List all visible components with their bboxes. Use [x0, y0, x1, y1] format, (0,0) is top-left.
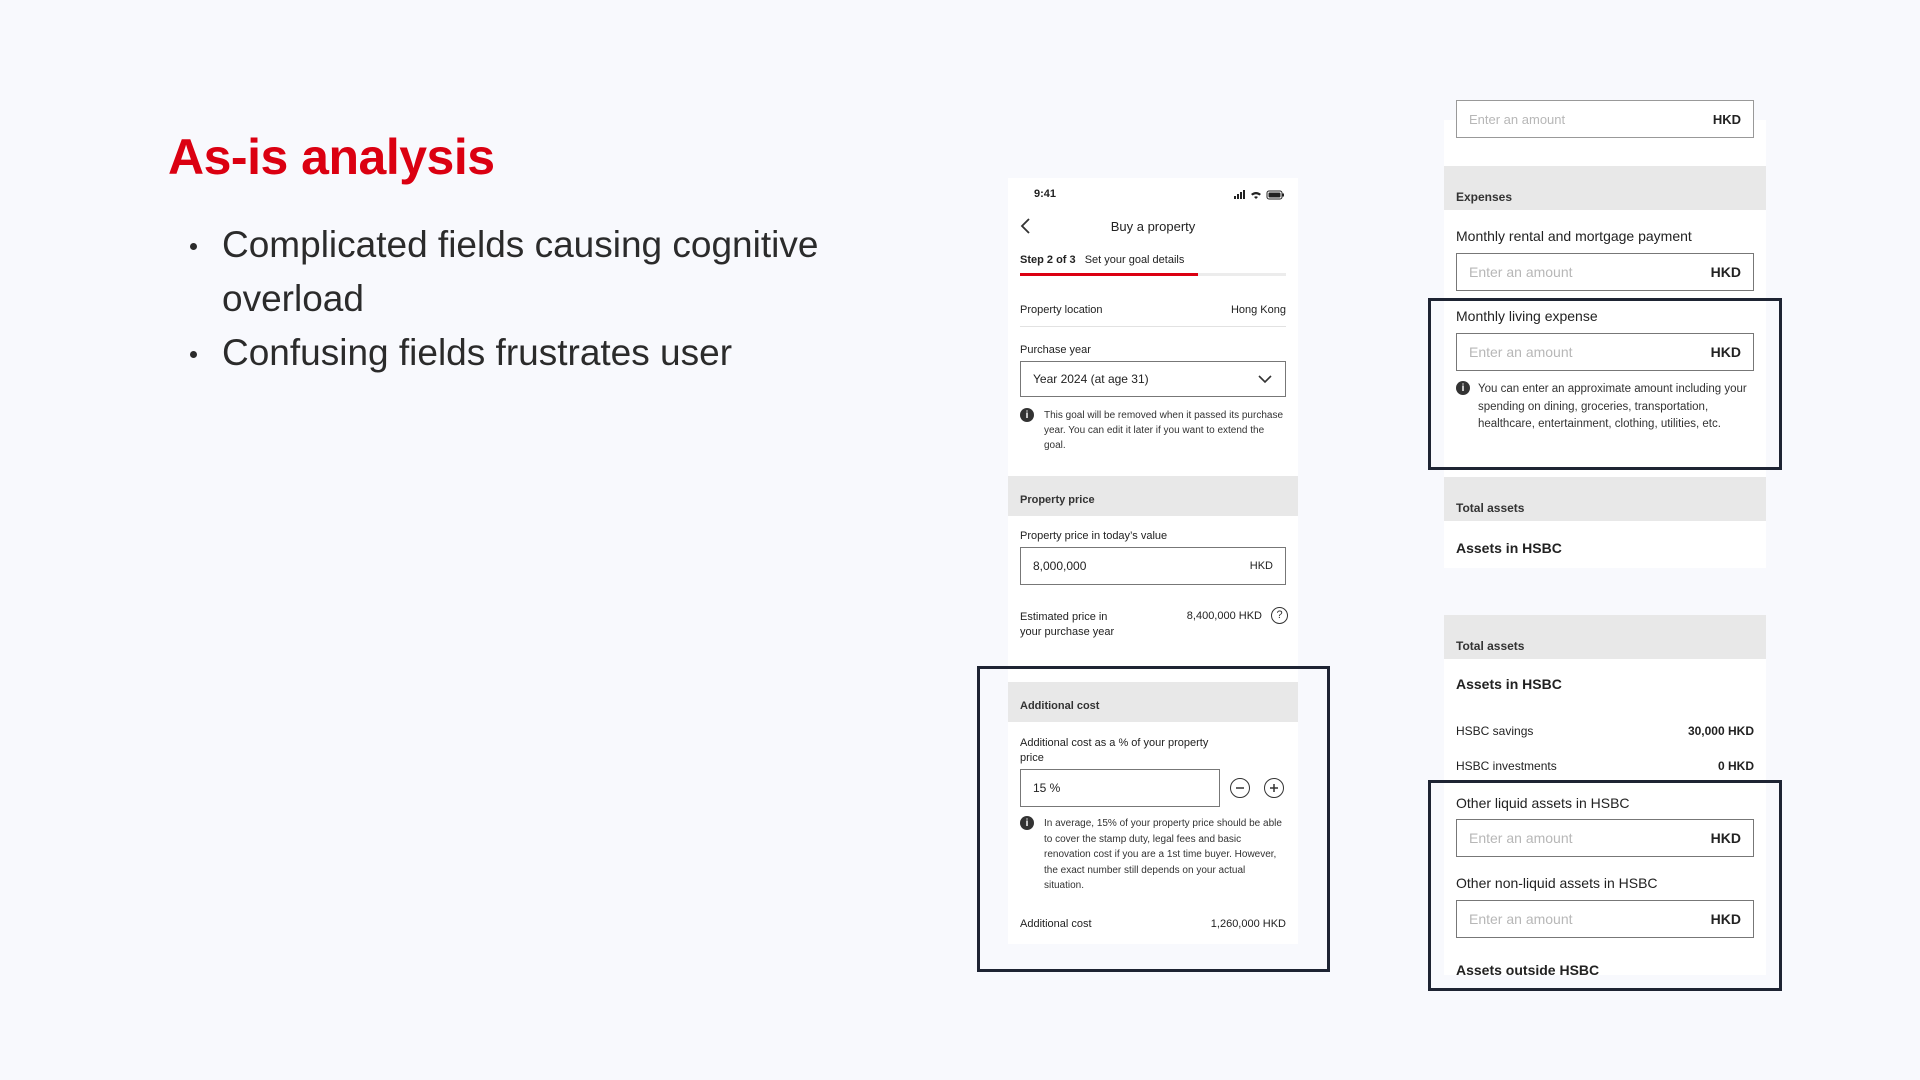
- currency-label: HKD: [1710, 264, 1741, 280]
- savings-label: HSBC savings: [1456, 724, 1534, 738]
- additional-cost-label: Additional cost: [1020, 918, 1092, 930]
- rental-label: Monthly rental and mortgage payment: [1456, 228, 1692, 244]
- additional-pct-label: Additional cost as a % of your property price: [1020, 737, 1209, 764]
- input-placeholder: Enter an amount: [1469, 830, 1573, 846]
- input-placeholder: Enter an amount: [1469, 111, 1566, 127]
- purchase-year-select[interactable]: [1020, 361, 1286, 397]
- currency-label: HKD: [1710, 344, 1741, 360]
- progress-fill: [1020, 273, 1198, 276]
- currency-label: HKD: [1710, 911, 1741, 927]
- price-today-value: 8,000,000: [1033, 559, 1087, 573]
- currency-label: HKD: [1712, 111, 1741, 127]
- additional-pct-value: 15 %: [1033, 781, 1061, 795]
- section-title: Total assets: [1456, 501, 1525, 515]
- assets-in-hsbc-heading: Assets in HSBC: [1456, 540, 1562, 556]
- status-time: 9:41: [1034, 188, 1057, 200]
- section-title: Additional cost: [1020, 700, 1100, 712]
- estimated-value: 8,400,000 HKD: [1186, 610, 1262, 622]
- input-placeholder: Enter an amount: [1469, 911, 1573, 927]
- section-title: Total assets: [1456, 639, 1525, 653]
- step-label: Set your goal details: [1084, 254, 1185, 266]
- section-title: Expenses: [1456, 190, 1513, 204]
- help-icon[interactable]: ?: [1271, 607, 1288, 624]
- amount-input-cropped[interactable]: [1456, 100, 1754, 138]
- section-header-expenses: [1444, 166, 1766, 210]
- input-placeholder: Enter an amount: [1469, 264, 1573, 280]
- highlight-box-living-expense: [1428, 298, 1782, 470]
- assets-outside-heading: Assets outside HSBC: [1456, 962, 1600, 978]
- info-icon: i: [1456, 381, 1470, 395]
- property-location-value: Hong Kong: [1230, 304, 1286, 316]
- input-placeholder: Enter an amount: [1469, 344, 1573, 360]
- purchase-year-label: Purchase year: [1020, 344, 1091, 356]
- assets-in-hsbc-heading: Assets in HSBC: [1456, 676, 1562, 692]
- investments-value: 0 HKD: [1717, 759, 1754, 773]
- section-header-total-assets: [1444, 477, 1766, 521]
- section-header-total-assets: [1444, 615, 1766, 659]
- divider: [1020, 326, 1286, 327]
- signal-wifi-battery-icon: [1234, 190, 1286, 200]
- other-liquid-label: Other liquid assets in HSBC: [1456, 795, 1630, 811]
- additional-note: In average, 15% of your property price should be able to cover the stamp duty, legal fees and basic renovation cost if you are a 1st time buyer. However, the exact number still depends on your actual situation.: [1044, 818, 1282, 891]
- living-expense-note: You can enter an approximate amount including your spending on dining, groceries, transportation, healthcare, entertainment, clothing, utilities, etc.: [1478, 383, 1747, 430]
- section-header-property-price: [1008, 476, 1298, 516]
- living-expense-label: Monthly living expense: [1456, 308, 1598, 324]
- purchase-year-value: Year 2024 (at age 31): [1033, 372, 1149, 386]
- other-nonliquid-label: Other non-liquid assets in HSBC: [1456, 875, 1658, 891]
- highlight-box-additional-cost: [977, 666, 1330, 972]
- info-icon: i: [1020, 408, 1034, 422]
- rental-input[interactable]: [1456, 253, 1754, 291]
- step-count: Step 2 of 3: [1020, 254, 1076, 266]
- savings-value: 30,000 HKD: [1687, 724, 1754, 738]
- chevron-down-icon: [1257, 374, 1273, 384]
- status-icons: [1234, 187, 1286, 197]
- slide-title: As-is analysis: [168, 129, 495, 185]
- step-indicator: [1020, 254, 1184, 266]
- price-today-label: Property price in today’s value: [1020, 530, 1168, 542]
- currency-label: HKD: [1710, 830, 1741, 846]
- progress-track: [1020, 273, 1286, 276]
- info-icon: i: [1020, 816, 1034, 830]
- bullet-list: [186, 218, 886, 380]
- currency-label: HKD: [1249, 560, 1273, 572]
- investments-label: HSBC investments: [1456, 759, 1557, 773]
- highlight-box-other-assets: [1428, 780, 1782, 991]
- property-location-label: Property location: [1020, 304, 1103, 316]
- bullet-item: Confusing fields frustrates user: [186, 326, 886, 380]
- bullet-item: Complicated fields causing cognitive overload: [186, 218, 886, 326]
- header-title: Buy a property: [1110, 219, 1196, 234]
- additional-cost-value: 1,260,000 HKD: [1210, 918, 1286, 930]
- section-title: Property price: [1020, 494, 1095, 506]
- price-today-input[interactable]: [1020, 547, 1286, 585]
- estimated-label: Estimated price in your purchase year: [1020, 611, 1115, 638]
- purchase-year-note: This goal will be removed when it passed its purchase year. You can edit it later if you want to extend the goal.: [1044, 410, 1284, 451]
